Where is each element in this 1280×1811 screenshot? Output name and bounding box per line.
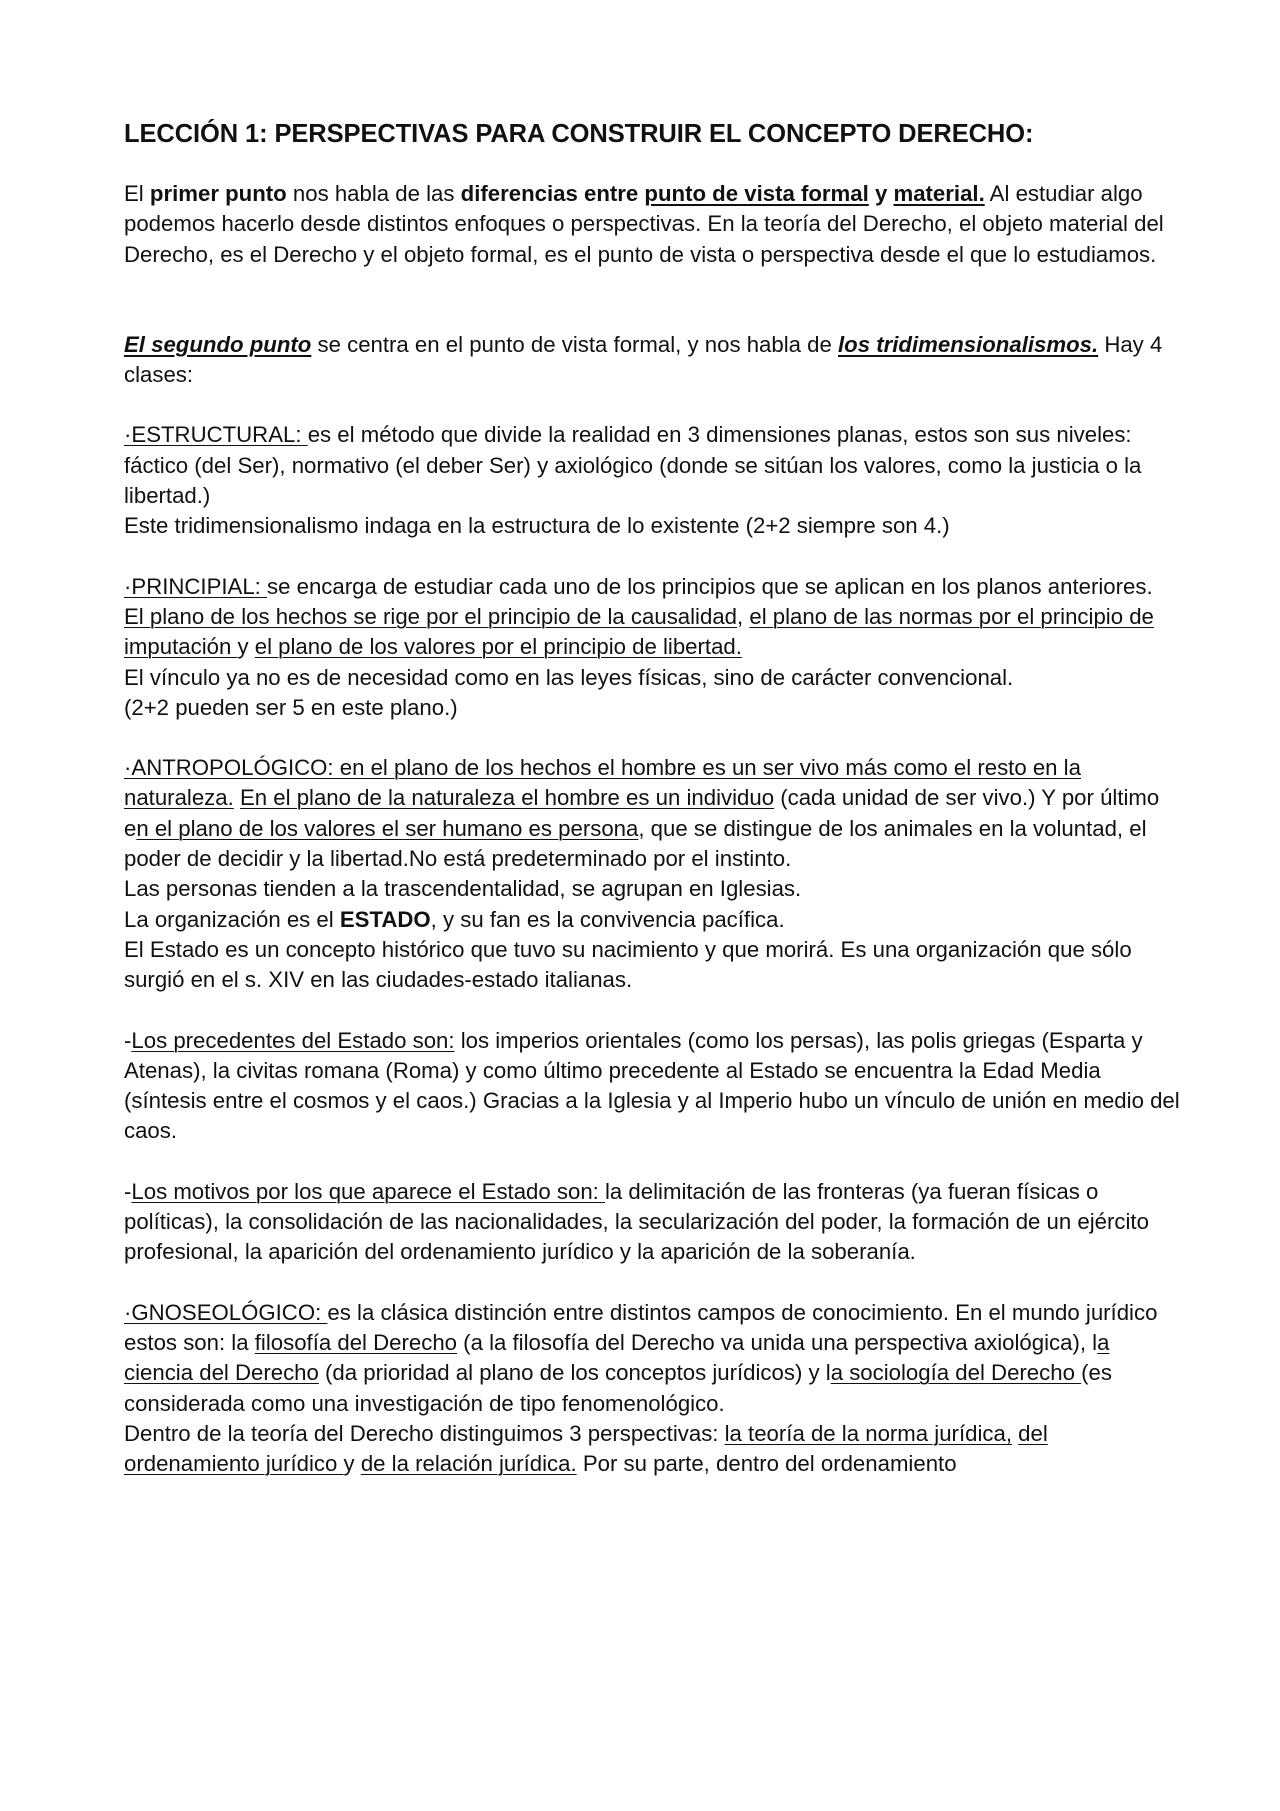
paragraph-estructural-2: Este tridimensionalismo indaga en la estructura de lo existente (2+2 siempre son 4.) <box>124 513 950 539</box>
bold-italic-underlined-text: El segundo punto <box>124 331 312 357</box>
paragraph-gnoseologico <box>124 1298 1184 1419</box>
text: El <box>124 181 150 206</box>
underlined-text: ·ANTROPOLÓGICO: en el plano de los hechos el hombre es un ser vivo más como el resto en la naturaleza. <box>124 755 1081 811</box>
text: La organización es el <box>124 906 340 932</box>
underlined-text: El plano de los hechos se rige por el principio de la causalidad <box>124 603 738 629</box>
text: nos habla de las <box>286 181 461 206</box>
paragraph-precedentes <box>124 1026 1184 1147</box>
paragraph-antropologico-2: Las personas tienden a la trascendentalidad, se agrupan en Iglesias. <box>124 876 802 902</box>
section-label: ·ESTRUCTURAL: <box>124 422 308 448</box>
underlined-text: n el plano de los valores el ser humano es persona <box>136 815 639 841</box>
underlined-text: En el plano de la naturaleza el hombre es un individuo <box>239 785 775 811</box>
text: Dentro de la teoría del Derecho distinguimos 3 perspectivas: <box>124 1420 725 1446</box>
paragraph-principial <box>124 572 1184 602</box>
bold-text: primer punto <box>149 181 287 206</box>
text: - <box>124 1027 132 1053</box>
text: Por su parte, dentro del ordenamiento <box>576 1451 957 1477</box>
bold-underlined-text: material. <box>893 181 985 206</box>
text: - <box>124 1178 132 1204</box>
paragraph-gnoseologico-2 <box>124 1419 1184 1480</box>
text: se centra en el punto de vista formal, y nos habla de <box>311 331 838 357</box>
text: Hay 4 clases: <box>124 331 1163 388</box>
bold-text: ESTADO <box>339 906 431 932</box>
underlined-text: a sociología del Derecho <box>830 1360 1082 1386</box>
text: se encarga de estudiar cada uno de los principios que se aplican en los planos anteriores. <box>267 573 1153 599</box>
underlined-text: la teoría de la norma jurídica, <box>724 1420 1012 1446</box>
text: (a la filosofía del Derecho va unida una perspectiva axiológica), l <box>457 1329 1098 1355</box>
underlined-text: filosofía del Derecho <box>254 1329 458 1355</box>
bold-text: diferencias entre <box>460 181 645 206</box>
text: los imperios orientales (como los persas), las polis griegas (Esparta y Atenas), la civitas romana (Roma) y como último precedente al Estado se encuentra la Edad Media (síntesis entre el cosmos y el caos.) Gracias a la Iglesia y al Imperio hubo un vínculo de unión en medio del caos. <box>124 1027 1180 1144</box>
document-page <box>124 120 1184 1479</box>
paragraph-antropologico-4: El Estado es un concepto histórico que tuvo su nacimiento y que morirá. Es una organización que sólo surgió en el s. XIV en las ciudades-estado italianas. <box>124 936 1132 993</box>
paragraph-antropologico <box>124 753 1184 874</box>
text: la delimitación de las fronteras (ya fueran físicas o políticas), la consolidación de las nacionalidades, la secularización del poder, la formación de un ejército profesional, la aparición del ordenamiento jurídico y la aparición de la soberanía. <box>124 1178 1149 1265</box>
paragraph-principial-2 <box>124 602 1184 663</box>
text: (cada unidad de ser vivo.) Y por último e <box>124 785 1160 841</box>
bold-underlined-text: punto de vista formal <box>644 181 869 206</box>
text: y <box>343 1451 361 1477</box>
underlined-text: del ordenamiento jurídico <box>124 1420 1048 1477</box>
text: y <box>237 634 255 660</box>
paragraph-motivos <box>124 1177 1184 1268</box>
underlined-text: el plano de los valores por el principio de libertad. <box>254 634 742 660</box>
text: (da prioridad al plano de los conceptos jurídicos) y l <box>318 1360 831 1386</box>
lesson-title: LECCIÓN 1: PERSPECTIVAS PARA CONSTRUIR EL CONCEPTO DERECHO: <box>124 120 1034 148</box>
paragraph-antropologico-3 <box>124 905 1184 935</box>
underlined-text: Los precedentes del Estado son: <box>131 1027 455 1053</box>
text: Al estudiar algo podemos hacerlo desde distintos enfoques o perspectivas. En la teoría del Derecho, el objeto material del Derecho, es el Derecho y el objeto formal, es el punto de vista o perspectiva desde el que lo estudiamos. <box>124 181 1164 267</box>
text: es la clásica distinción entre distintos campos de conocimiento. En el mundo jurídico estos son: la <box>124 1299 1158 1355</box>
paragraph-estructural <box>124 420 1184 511</box>
underlined-text: a ciencia del Derecho <box>124 1329 1110 1386</box>
paragraph-primer-punto <box>124 179 1184 270</box>
underlined-text: el plano de las normas por el principio de imputación <box>124 603 1154 660</box>
section-label: ·GNOSEOLÓGICO: <box>124 1299 328 1325</box>
text: , <box>737 603 750 629</box>
text: (es considerada como una investigación de tipo fenomenológico. <box>124 1360 1112 1416</box>
text: es el método que divide la realidad en 3 dimensiones planas, estos son sus niveles: fáctico (del Ser), normativo (el deber Ser) y axiológico (donde se sitúan los valores, como la justicia o la libertad.) <box>124 422 1142 509</box>
text: , y su fan es la convivencia pacífica. <box>430 906 785 932</box>
text: , que se distingue de los animales en la voluntad, el poder de decidir y la libertad.No está predeterminado por el instinto. <box>124 815 1147 872</box>
paragraph-segundo-punto <box>124 330 1184 391</box>
underlined-text: de la relación jurídica. <box>360 1451 577 1477</box>
bold-text: y <box>868 181 894 206</box>
paragraph-principial-3: El vínculo ya no es de necesidad como en las leyes físicas, sino de carácter convencional. <box>124 664 1014 690</box>
bold-italic-underlined-text: los tridimensionalismos. <box>838 331 1099 357</box>
paragraph-principial-4: (2+2 pueden ser 5 en este plano.) <box>124 694 458 720</box>
underlined-text: Los motivos por los que aparece el Estado son: <box>131 1178 605 1204</box>
section-label: ·PRINCIPIAL: <box>124 573 268 599</box>
